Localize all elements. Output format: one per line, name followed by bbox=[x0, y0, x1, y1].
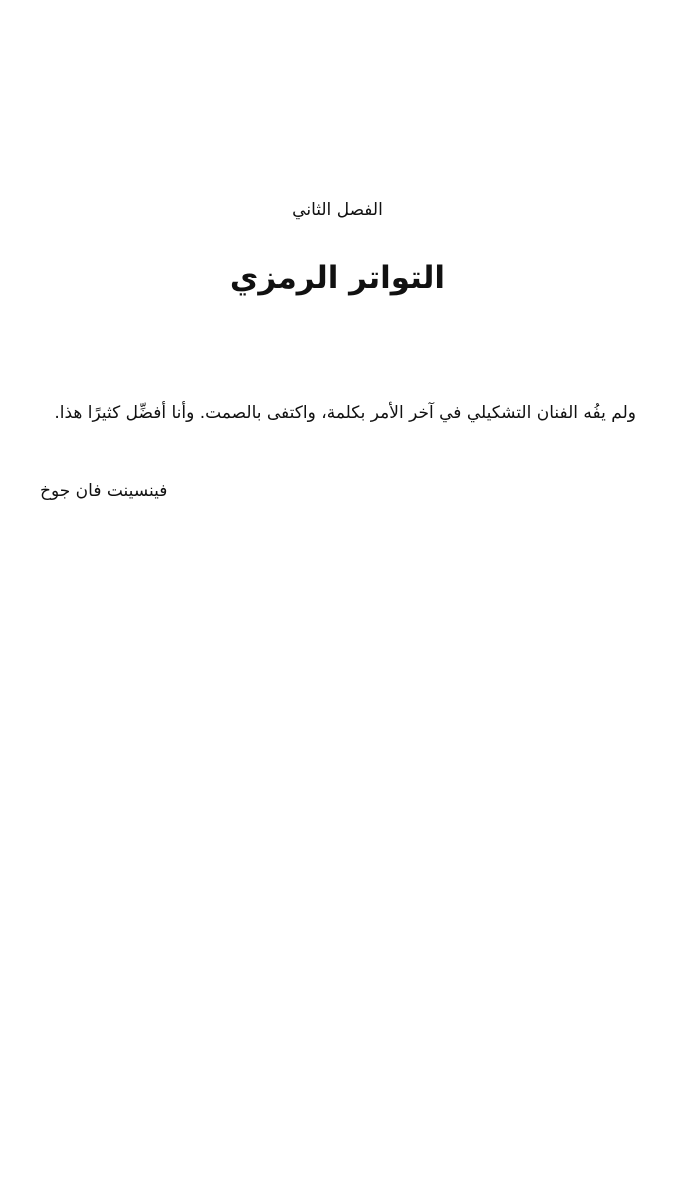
epigraph-author: فينسينت فان جوخ bbox=[40, 481, 168, 501]
epigraph-quote: ولم يفُه الفنان التشكيلي في آخر الأمر بكلمة، واكتفى بالصمت. وأنا أفضِّل كثيرًا هذا. bbox=[54, 403, 636, 423]
chapter-label: الفصل الثاني bbox=[292, 200, 383, 220]
chapter-title: التواتر الرمزي bbox=[229, 260, 446, 296]
